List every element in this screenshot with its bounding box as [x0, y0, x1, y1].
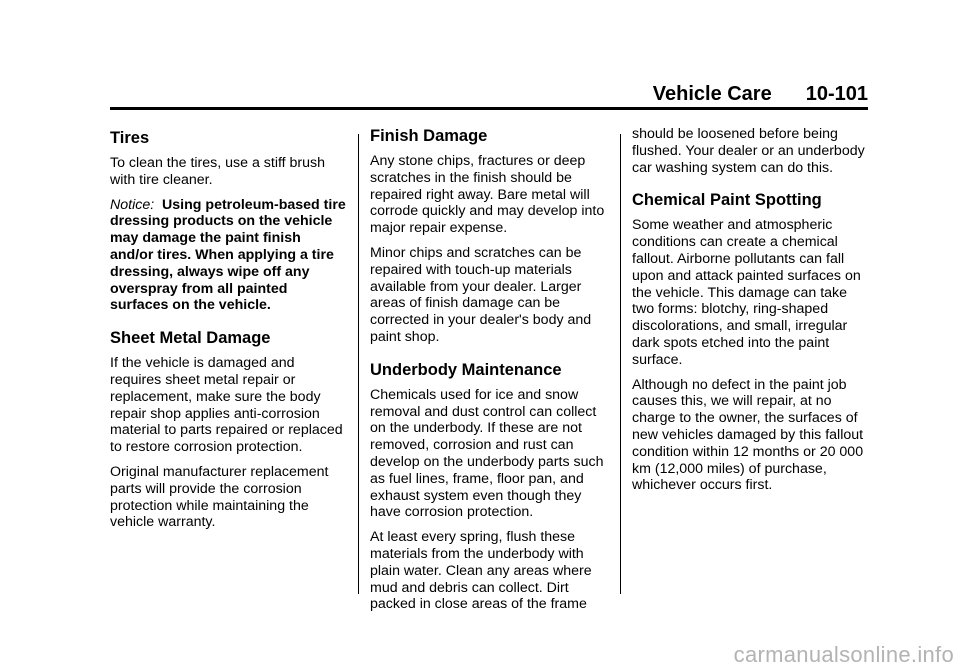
- column-divider: [620, 134, 621, 594]
- heading-finish-damage: Finish Damage: [370, 127, 488, 145]
- paragraph-underbody-chemicals: Chemicals used for ice and snow removal and dust control can collect on the underbody. If these are not removed, corrosion and rust can develop on the underbody parts such as fuel lines, frame, floor pan, and exhaust system even though they have corrosion protection.: [370, 386, 604, 521]
- section-title: Vehicle Care: [652, 83, 772, 105]
- paragraph-minor-chips: Minor chips and scratches can be repaired with touch-up materials available from your dealer. Larger areas of finish damage can be corrected in your dealer's body and paint shop.: [370, 244, 592, 345]
- column-middle: [370, 126, 606, 621]
- page-number: 10-101: [805, 83, 868, 105]
- heading-underbody: Underbody Maintenance: [370, 360, 562, 379]
- notice-text: Using petroleum-based tire dressing products on the vehicle may damage the paint finish and/or tires. When applying a tire dressing, always wipe off any overspray from all painted surfaces on the vehicle.: [110, 196, 346, 314]
- paragraph-chemical-fallout: Some weather and atmospheric conditions can create a chemical fallout. Airborne pollutants can fall upon and attack painted surfaces on the vehicle. This damage can take two forms: blotchy, ring-shaped discolorations, and small, irregular dark spots etched into the paint surface.: [632, 217, 861, 368]
- paragraph-replacement-parts: Original manufacturer replacement parts will provide the corrosion protection while maintaining the vehicle warranty.: [110, 463, 329, 531]
- heading-chemical-spotting: Chemical Paint Spotting: [632, 191, 822, 210]
- watermark: carmanualsonline.info: [733, 642, 954, 667]
- paragraph-sheet-metal-repair: If the vehicle is damaged and requires sheet metal repair or replacement, make sure the body repair shop applies anti-corrosion material to parts repaired or replaced to restore corrosion protection.: [110, 355, 343, 456]
- heading-tires: Tires: [110, 129, 150, 147]
- paragraph-tires-cleaning: To clean the tires, use a stiff brush with tire cleaner.: [110, 155, 326, 188]
- header-rule: [110, 107, 868, 110]
- heading-sheet-metal: Sheet Metal Damage: [110, 329, 271, 348]
- column-left: [110, 126, 346, 539]
- paragraph-flush-continued: should be loosened before being flushed. Your dealer or an underbody car washing system can do this.: [632, 126, 865, 176]
- notice-block: [110, 197, 346, 315]
- column-divider: [358, 134, 359, 594]
- paragraph-finish-damage: Any stone chips, fractures or deep scratches in the finish should be repaired right away. Bare metal will corrode quickly and may develop into major repair expense.: [370, 153, 605, 237]
- column-right: [632, 126, 868, 502]
- paragraph-underbody-flush: At least every spring, flush these materials from the underbody with plain water. Clean any areas where mud and debris can collect. Dirt packed in close areas of the frame: [370, 529, 592, 613]
- page-header: [110, 82, 868, 106]
- paragraph-repair-warranty: Although no defect in the paint job causes this, we will repair, at no charge to the owner, the surfaces of new vehicles damaged by this fallout condition within 12 months or 20 000 km (12,000 miles) of purchase, whichever occurs first.: [632, 376, 864, 494]
- notice-label: Notice:: [110, 196, 155, 213]
